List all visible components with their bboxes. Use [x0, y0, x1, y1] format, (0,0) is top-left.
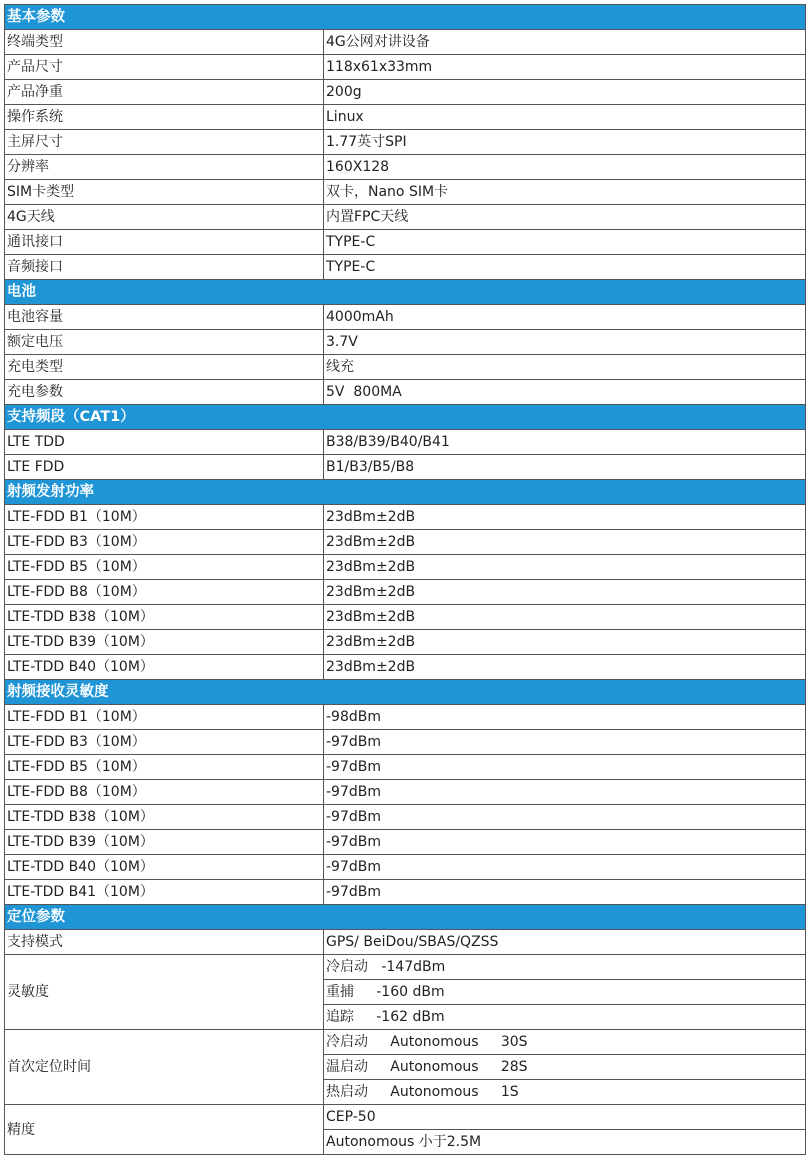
- table-row: [5, 705, 806, 730]
- param-value: 冷启动 -147dBm: [324, 955, 806, 980]
- table-row: [5, 555, 806, 580]
- param-label: LTE-FDD B5（10M）: [5, 755, 324, 780]
- table-row: [5, 105, 806, 130]
- param-label: 产品尺寸: [5, 55, 324, 80]
- table-row: [5, 130, 806, 155]
- param-value: -97dBm: [324, 780, 806, 805]
- param-value: 118x61x33mm: [324, 55, 806, 80]
- table-row: [5, 230, 806, 255]
- param-label: 产品净重: [5, 80, 324, 105]
- table-row: [5, 355, 806, 380]
- section-title: 射频接收灵敏度: [5, 680, 806, 705]
- param-value: 23dBm±2dB: [324, 630, 806, 655]
- table-row: [5, 1030, 806, 1055]
- param-value: -97dBm: [324, 805, 806, 830]
- table-row: [5, 155, 806, 180]
- param-value: -97dBm: [324, 830, 806, 855]
- param-value: 重捕 -160 dBm: [324, 980, 806, 1005]
- param-label: LTE-FDD B3（10M）: [5, 730, 324, 755]
- param-value: -97dBm: [324, 855, 806, 880]
- section-header: [5, 280, 806, 305]
- section-header: [5, 5, 806, 30]
- param-value: 冷启动 Autonomous 30S: [324, 1030, 806, 1055]
- param-label: LTE-TDD B41（10M）: [5, 880, 324, 905]
- param-value: -98dBm: [324, 705, 806, 730]
- section-header: [5, 680, 806, 705]
- param-label: LTE-FDD B8（10M）: [5, 780, 324, 805]
- param-value: GPS/ BeiDou/SBAS/QZSS: [324, 930, 806, 955]
- param-value: 3.7V: [324, 330, 806, 355]
- param-label: 操作系统: [5, 105, 324, 130]
- param-value: B38/B39/B40/B41: [324, 430, 806, 455]
- param-value: 23dBm±2dB: [324, 580, 806, 605]
- param-value: 1.77英寸SPI: [324, 130, 806, 155]
- param-label: LTE-FDD B1（10M）: [5, 505, 324, 530]
- param-value: CEP-50: [324, 1105, 806, 1130]
- param-label: LTE-TDD B40（10M）: [5, 655, 324, 680]
- param-value: 5V 800MA: [324, 380, 806, 405]
- table-row: [5, 55, 806, 80]
- table-row: [5, 780, 806, 805]
- param-value: -97dBm: [324, 755, 806, 780]
- table-row: [5, 605, 806, 630]
- section-title: 射频发射功率: [5, 480, 806, 505]
- param-value: TYPE-C: [324, 255, 806, 280]
- param-label: LTE-FDD B1（10M）: [5, 705, 324, 730]
- param-value: 温启动 Autonomous 28S: [324, 1055, 806, 1080]
- section-title: 电池: [5, 280, 806, 305]
- param-label: 支持模式: [5, 930, 324, 955]
- param-label: LTE-TDD B38（10M）: [5, 805, 324, 830]
- table-row: [5, 630, 806, 655]
- param-value: Linux: [324, 105, 806, 130]
- param-value: Autonomous 小于2.5M: [324, 1130, 806, 1155]
- param-label: 音频接口: [5, 255, 324, 280]
- param-label: LTE-FDD B5（10M）: [5, 555, 324, 580]
- table-row: [5, 530, 806, 555]
- table-row: [5, 455, 806, 480]
- param-value: B1/B3/B5/B8: [324, 455, 806, 480]
- param-label: 电池容量: [5, 305, 324, 330]
- param-value: 双卡，Nano SIM卡: [324, 180, 806, 205]
- param-label: LTE FDD: [5, 455, 324, 480]
- param-label: SIM卡类型: [5, 180, 324, 205]
- param-label: LTE TDD: [5, 430, 324, 455]
- table-row: [5, 80, 806, 105]
- table-row: [5, 755, 806, 780]
- table-row: [5, 930, 806, 955]
- param-value: 线充: [324, 355, 806, 380]
- param-value: 追踪 -162 dBm: [324, 1005, 806, 1030]
- section-title: 定位参数: [5, 905, 806, 930]
- table-row: [5, 30, 806, 55]
- param-label: 首次定位时间: [5, 1030, 324, 1105]
- table-row: [5, 805, 806, 830]
- param-label: 灵敏度: [5, 955, 324, 1030]
- table-row: [5, 380, 806, 405]
- table-row: [5, 205, 806, 230]
- table-row: [5, 580, 806, 605]
- param-value: 200g: [324, 80, 806, 105]
- param-label: 额定电压: [5, 330, 324, 355]
- table-row: [5, 955, 806, 980]
- param-value: 23dBm±2dB: [324, 505, 806, 530]
- param-label: 主屏尺寸: [5, 130, 324, 155]
- table-row: [5, 730, 806, 755]
- table-row: [5, 505, 806, 530]
- param-label: LTE-TDD B39（10M）: [5, 830, 324, 855]
- table-row: [5, 305, 806, 330]
- param-value: 160X128: [324, 155, 806, 180]
- param-value: 热启动 Autonomous 1S: [324, 1080, 806, 1105]
- param-label: 充电类型: [5, 355, 324, 380]
- param-value: -97dBm: [324, 730, 806, 755]
- section-title: 支持频段（CAT1）: [5, 405, 806, 430]
- param-label: LTE-TDD B39（10M）: [5, 630, 324, 655]
- param-value: 23dBm±2dB: [324, 555, 806, 580]
- section-header: [5, 905, 806, 930]
- param-value: TYPE-C: [324, 230, 806, 255]
- param-value: 4000mAh: [324, 305, 806, 330]
- param-label: 通讯接口: [5, 230, 324, 255]
- param-label: 精度: [5, 1105, 324, 1155]
- table-row: [5, 830, 806, 855]
- table-row: [5, 180, 806, 205]
- section-header: [5, 405, 806, 430]
- param-value: 23dBm±2dB: [324, 605, 806, 630]
- param-value: -97dBm: [324, 880, 806, 905]
- param-label: 4G天线: [5, 205, 324, 230]
- table-row: [5, 880, 806, 905]
- table-row: [5, 255, 806, 280]
- param-value: 4G公网对讲设备: [324, 30, 806, 55]
- table-row: [5, 330, 806, 355]
- param-value: 内置FPC天线: [324, 205, 806, 230]
- param-label: 分辨率: [5, 155, 324, 180]
- param-value: 23dBm±2dB: [324, 655, 806, 680]
- param-value: 23dBm±2dB: [324, 530, 806, 555]
- param-label: LTE-FDD B3（10M）: [5, 530, 324, 555]
- param-label: 充电参数: [5, 380, 324, 405]
- table-row: [5, 430, 806, 455]
- param-label: LTE-TDD B40（10M）: [5, 855, 324, 880]
- section-header: [5, 480, 806, 505]
- table-row: [5, 1105, 806, 1130]
- table-row: [5, 855, 806, 880]
- table-row: [5, 655, 806, 680]
- param-label: 终端类型: [5, 30, 324, 55]
- section-title: 基本参数: [5, 5, 806, 30]
- param-label: LTE-TDD B38（10M）: [5, 605, 324, 630]
- spec-table: [4, 4, 806, 1155]
- param-label: LTE-FDD B8（10M）: [5, 580, 324, 605]
